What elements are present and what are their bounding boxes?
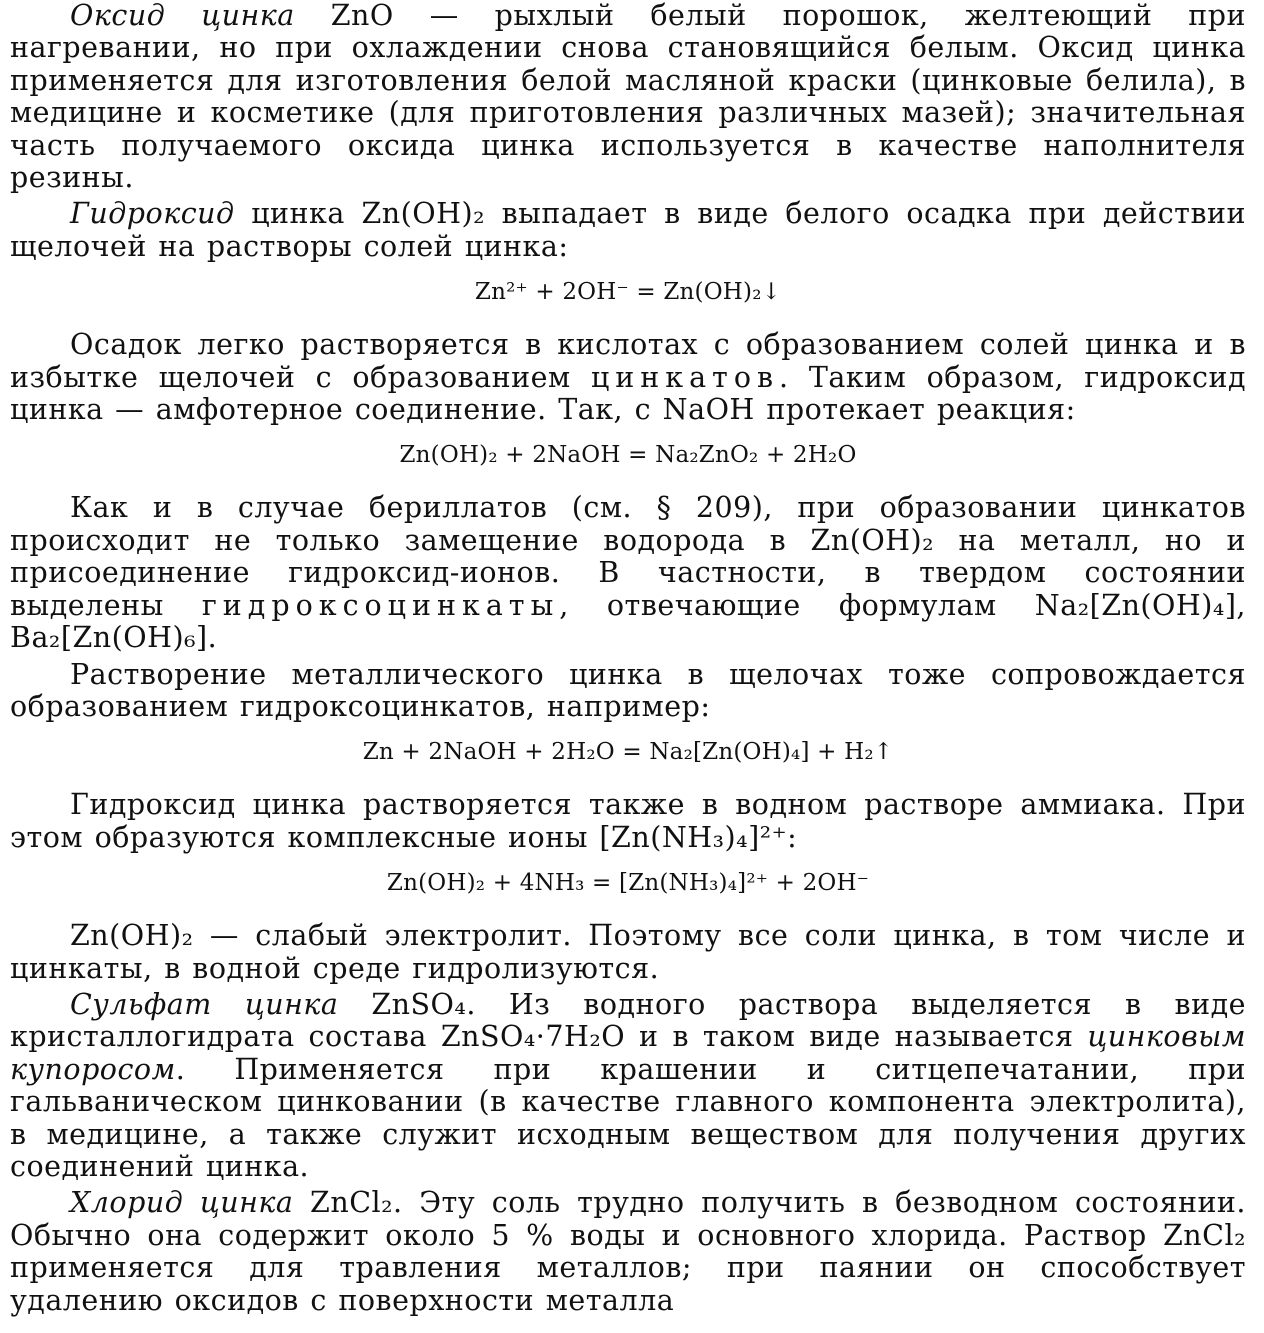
term-hydroxozincates: гидроксоцинкаты <box>201 588 560 622</box>
formula-zno: ZnO <box>330 0 394 32</box>
paragraph-text: цинка Zn(OH)₂ выпадает в виде белого осадка при действии щелочей на растворы солей цинка: <box>10 197 1246 263</box>
paragraph-text: , отвечающие формулам Na₂[Zn(OH)₄], Ba₂[Zn(OH)₆]. <box>10 588 1246 655</box>
paragraph-ammonia: Гидроксид цинка растворяется также в водном растворе аммиака. При этом образуются комплексные ионы [Zn(NH₃)₄]²⁺: <box>10 788 1246 854</box>
term-zinc-sulfate: Сульфат цинка <box>70 987 339 1021</box>
term-hydroxide: Гидроксид <box>70 197 235 231</box>
paragraph-text: ZnSO₄. Из водного раствора выделяется в виде кристаллогидрата состава ZnSO₄·7H₂O и в таком виде называется <box>10 987 1246 1054</box>
term-zinc-oxide: Оксид цинка <box>70 0 295 32</box>
paragraph-text: . Применяется при крашении и ситцепечатании, при гальваническом цинковании (в качестве главного компонента электролита), в медицине, а также служит исходным веществом для получения других соединений цинка. <box>10 1052 1246 1183</box>
paragraph-zinc-oxide <box>10 0 1246 194</box>
paragraph-amphoteric <box>10 329 1246 426</box>
term-zinc-chloride: Хлорид цинка <box>70 1186 294 1220</box>
equation-precipitation: Zn²⁺ + 2OH⁻ = Zn(OH)₂↓ <box>474 279 782 306</box>
paragraph-text: ZnCl₂. Эту соль трудно получить в безводном состоянии. Обычно она содержит около 5 % воды и основного хлорида. Раствор ZnCl₂ применяется для травления металлов; при паянии он способствует удалению оксидов с поверхности металла <box>10 1186 1246 1317</box>
paragraph-zinc-dissolution: Растворение металлического цинка в щелочах тоже сопровождается образованием гидроксоцинкатов, например: <box>10 657 1246 723</box>
paragraph-zinc-hydroxide <box>10 198 1246 263</box>
paragraph-text: . Таким образом, гидроксид цинка — амфотерное соединение. Так, с NaOH протекает реакция: <box>10 360 1246 427</box>
term-zinc-vitriol: цинковым купоросом <box>10 1020 1246 1086</box>
document-page <box>10 0 1246 1333</box>
equation-ammonia-complex: Zn(OH)₂ + 4NH₃ = [Zn(NH₃)₄]²⁺ + 2OH⁻ <box>386 870 870 897</box>
paragraph-zinc-chloride <box>10 1187 1246 1317</box>
equation-naoh-reaction: Zn(OH)₂ + 2NaOH = Na₂ZnO₂ + 2H₂O <box>399 442 857 469</box>
paragraph-hydroxozincates <box>10 492 1246 654</box>
paragraph-text: Как и в случае бериллатов (см. § 209), при образовании цинкатов происходит не только замещение водорода в Zn(OH)₂ на металл, но и присоединение гидроксид-ионов. В частности, в твердом состоянии выделены <box>10 491 1246 622</box>
paragraph-zinc-sulfate <box>10 989 1246 1183</box>
paragraph-text: — рыхлый белый порошок, желтеющий при нагревании, но при охлаждении снова становящийся белым. Оксид цинка применяется для изготовления белой масляной краски (цинковые белила), в медицине и косметике (для приготовления различных мазей); значительная часть получаемого оксида цинка используется в качестве наполнителя резины. <box>10 0 1246 195</box>
paragraph-text: Осадок легко растворяется в кислотах с образованием солей цинка и в избытке щелочей с образованием <box>10 328 1246 394</box>
paragraph-weak-electrolyte: Zn(OH)₂ — слабый электролит. Поэтому все соли цинка, в том числе и цинкаты, в водной среде гидролизуются. <box>10 919 1246 985</box>
equation-zinc-dissolution: Zn + 2NaOH + 2H₂O = Na₂[Zn(OH)₄] + H₂↑ <box>362 739 894 766</box>
term-zincates: цинкатов <box>590 360 780 394</box>
